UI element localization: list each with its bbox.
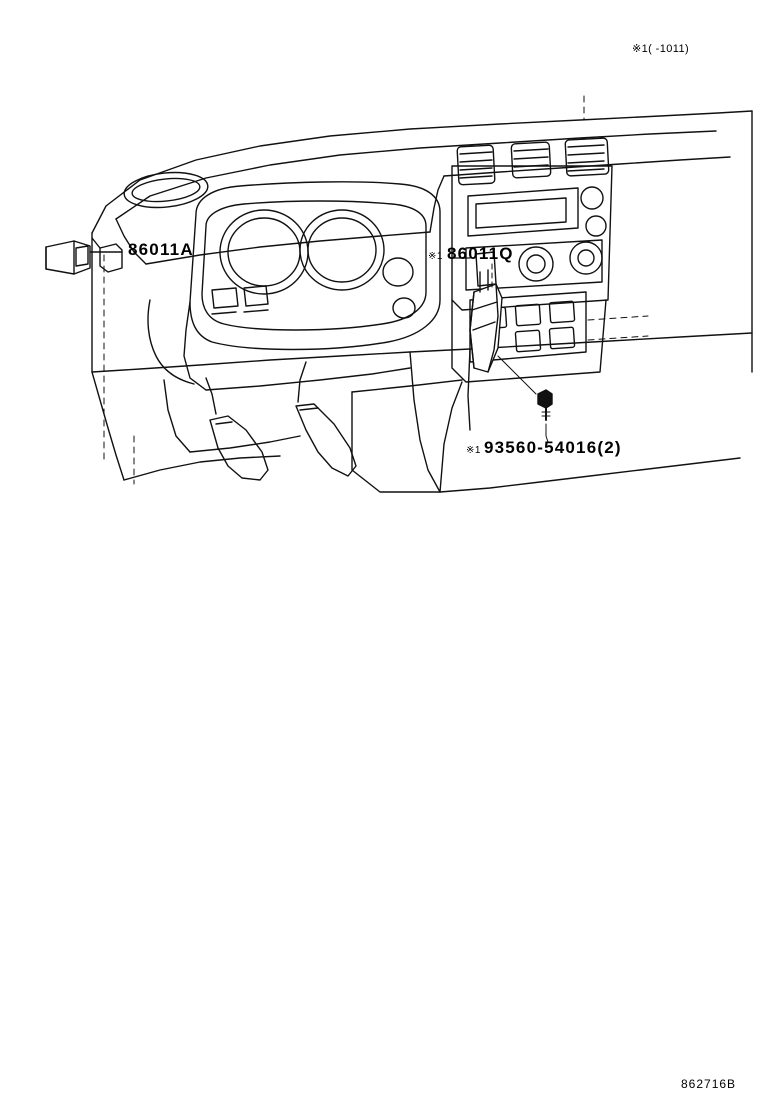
label-93560-54016 [466, 438, 622, 458]
instrument-cluster [190, 182, 440, 350]
left-air-vent [122, 169, 209, 212]
dash-outline [92, 111, 752, 492]
left-dash-edge [92, 238, 122, 272]
label-86011q-text: 86011Q [446, 244, 514, 263]
center-console [352, 380, 462, 492]
component-93560-54016 [538, 390, 552, 420]
label-86011a: 86011A [128, 240, 194, 259]
upper-trim [116, 131, 730, 264]
label-86011q-mark: ※1 [428, 251, 443, 262]
audio-head-unit [468, 187, 606, 236]
steering-column-area [148, 300, 410, 452]
label-93560-mark: ※1 [466, 445, 481, 456]
label-86011q [428, 244, 514, 264]
top-right-note: ※1( ‑1011) [632, 43, 690, 55]
pedals [206, 362, 356, 480]
label-93560-text: 93560-54016(2) [483, 438, 622, 457]
figure-number: 862716B [681, 1077, 737, 1091]
center-air-vents [457, 138, 609, 185]
component-86011a [46, 241, 90, 274]
leader-86011a [90, 252, 122, 460]
